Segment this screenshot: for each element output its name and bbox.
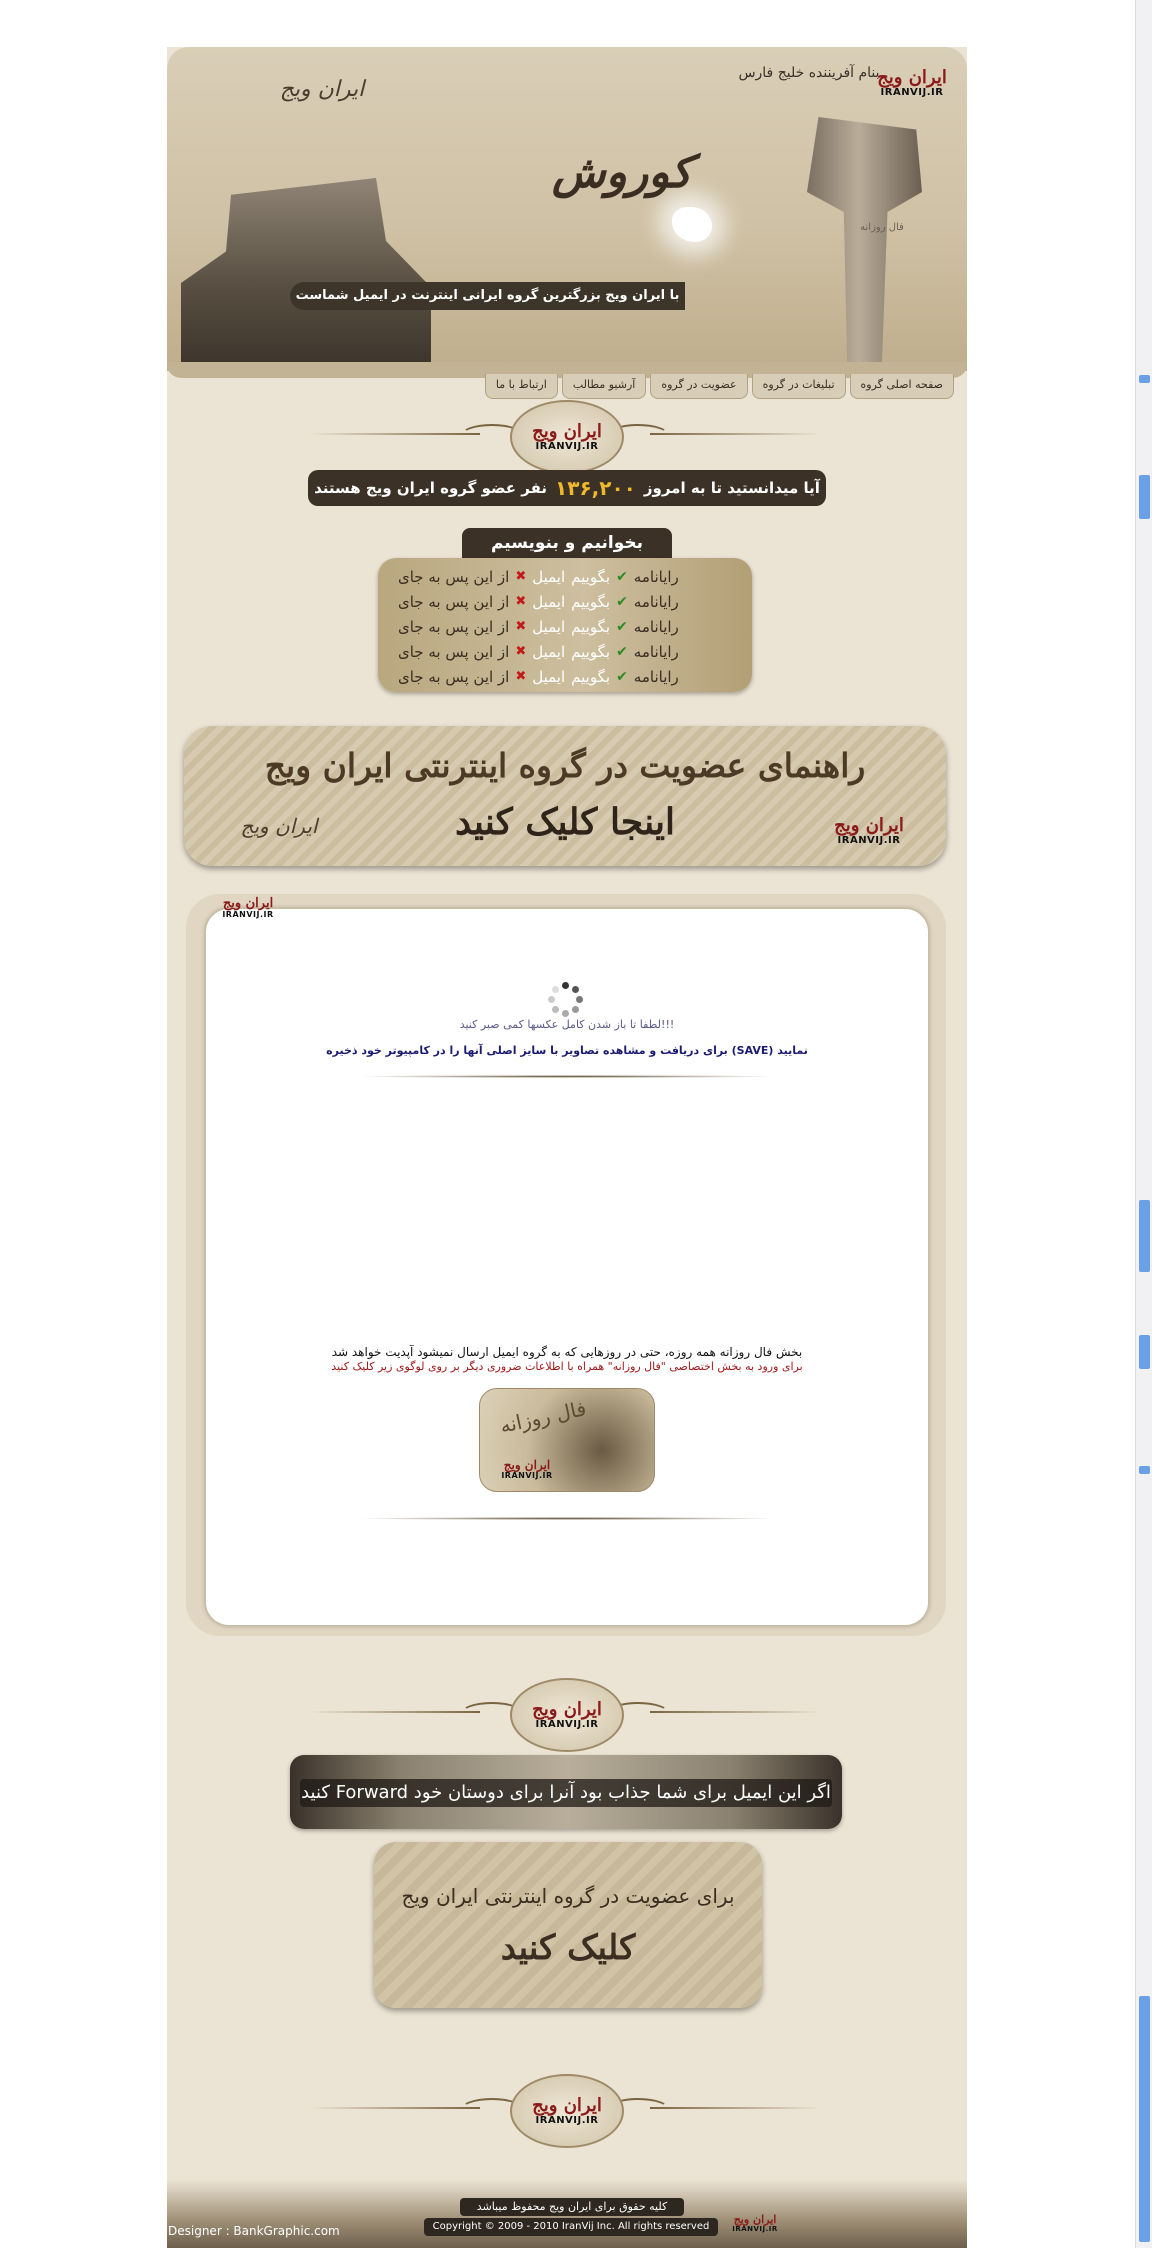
fal-update-note: بخش فال روزانه همه روزه، حتی در روزهایی که به گروه ایمیل ارسال نمیشود آپدیت خواهد شد [331, 1345, 803, 1359]
statue-image [807, 117, 922, 367]
divider-logo: ایران ویج IRANVIJ.IR [510, 1678, 624, 1752]
nav-membership[interactable]: عضویت در گروه [650, 374, 747, 399]
header-slogan: با ایران ویج بزرگترین گروه ایرانی اینترنت در ایمیل شماست [290, 282, 685, 310]
header-signature: ایران ویج [279, 77, 365, 102]
loading-message: لطفا تا باز شدن کامل عکسها کمی صبر کنید!!! [459, 1018, 675, 1031]
divider-logo: ایران ویج IRANVIJ.IR [510, 2074, 624, 2148]
check-icon: ✔ [616, 643, 628, 660]
read-write-row: از این پس به جای ✖ ایمیل بگوییم ✔ رایانامه [398, 567, 679, 586]
scrollbar-thumb[interactable] [1139, 1996, 1150, 2242]
scrollbar-mark [1139, 1200, 1150, 1272]
header-fal-label: فال روزانه [860, 222, 904, 233]
cross-icon: ✖ [515, 644, 527, 659]
scrollbar-mark [1139, 1466, 1150, 1474]
member-count: ۱۳۶,۲۰۰ [555, 476, 636, 500]
read-write-row: از این پس به جای ✖ ایمیل بگوییم ✔ رایانامه [398, 667, 679, 686]
cross-icon: ✖ [515, 669, 527, 684]
check-icon: ✔ [616, 618, 628, 635]
fal-button-label: فال روزانه [497, 1396, 589, 1438]
cross-icon: ✖ [515, 619, 527, 634]
divider-logo: ایران ویج IRANVIJ.IR [510, 400, 624, 474]
guide-logo: ایران ویج IRANVIJ.IR [834, 814, 904, 846]
forward-text: اگر این ایمیل برای شما جذاب بود آنرا برای دوستان خود Forward کنید [300, 1779, 832, 1807]
nav-home[interactable]: صفحه اصلی گروه [850, 374, 954, 399]
nav-archive[interactable]: آرشیو مطالب [562, 374, 647, 399]
logo-divider [310, 2074, 820, 2144]
cross-icon: ✖ [515, 569, 527, 584]
logo-divider [310, 400, 820, 470]
join-text: برای عضویت در گروه اینترنتی ایران ویج [401, 1884, 735, 1908]
fal-access-note: برای ورود به بخش اختصاصی "فال روزانه" همراه با اطلاعات ضروری دیگر بر روی لوگوی زیر کلیک کنید [331, 1360, 803, 1373]
read-write-row: از این پس به جای ✖ ایمیل بگوییم ✔ رایانامه [398, 642, 679, 661]
header-banner [167, 47, 967, 371]
join-click-label: کلیک کنید [500, 1928, 636, 1968]
footer-designer-link[interactable]: Designer : BankGraphic.com [168, 2224, 340, 2238]
guide-signature: ایران ویج [240, 814, 318, 838]
fal-button[interactable] [479, 1388, 655, 1492]
nav-advertising[interactable]: تبلیغات در گروه [752, 374, 846, 399]
member-suffix: نفر عضو گروه ایران ویج هستند [314, 479, 548, 497]
logo-text-fa: ایران ویج [877, 66, 947, 88]
read-write-box [378, 558, 752, 692]
cross-icon: ✖ [515, 594, 527, 609]
loading-spinner-icon [548, 982, 584, 1018]
divider-line [355, 1075, 779, 1078]
read-write-row: از این پس به جای ✖ ایمیل بگوییم ✔ رایانامه [398, 617, 679, 636]
read-write-row: از این پس به جای ✖ ایمیل بگوییم ✔ رایانامه [398, 592, 679, 611]
join-group-button[interactable] [374, 1842, 762, 2008]
footer-logo: ایران ویج IRANVIJ.IR [732, 2212, 778, 2233]
check-icon: ✔ [616, 668, 628, 685]
guide-click-link[interactable]: اینجا کلیک کنید [454, 801, 676, 843]
check-icon: ✔ [616, 593, 628, 610]
fal-button-logo: ایران ویج IRANVIJ.IR [501, 1457, 553, 1480]
footer-rights: کلیه حقوق برای ایران ویج محفوظ میباشد [460, 2198, 684, 2216]
forward-banner [290, 1755, 842, 1829]
content-logo: ایران ویج IRANVIJ.IR [222, 896, 274, 919]
read-write-title: بخوانیم و بنویسیم [462, 528, 672, 558]
logo-divider [310, 1678, 820, 1748]
main-nav [400, 374, 954, 398]
iran-map-icon [672, 207, 712, 242]
scrollbar-mark [1139, 375, 1150, 383]
divider-line [355, 1517, 779, 1520]
nav-contact[interactable]: ارتباط با ما [485, 374, 558, 399]
guide-title: راهنمای عضویت در گروه اینترنتی ایران ویج [264, 746, 866, 785]
check-icon: ✔ [616, 568, 628, 585]
logo-text-en: IRANVIJ.IR [880, 86, 944, 98]
header-tagline: بنام آفریننده خلیج فارس [738, 65, 880, 81]
membership-guide-banner[interactable] [184, 726, 946, 866]
member-count-bar [308, 470, 826, 506]
site-logo[interactable] [867, 57, 957, 109]
footer-copyright: Copyright © 2009 - 2010 IranVij Inc. All rights reserved [424, 2218, 718, 2236]
tomb-of-cyrus-image [181, 157, 431, 367]
member-prefix: آیا میدانستید تا به امروز [643, 479, 820, 497]
scrollbar-mark [1139, 475, 1150, 519]
scrollbar-mark [1139, 1335, 1150, 1369]
vertical-scrollbar[interactable] [1135, 0, 1152, 2248]
save-instructions: برای دریافت و مشاهده تصاویر با سایز اصلی آنها را در کامپیوتر خود ذخیره (SAVE) نمایید [326, 1044, 808, 1057]
header-calligraphy: کوروش [552, 147, 692, 198]
